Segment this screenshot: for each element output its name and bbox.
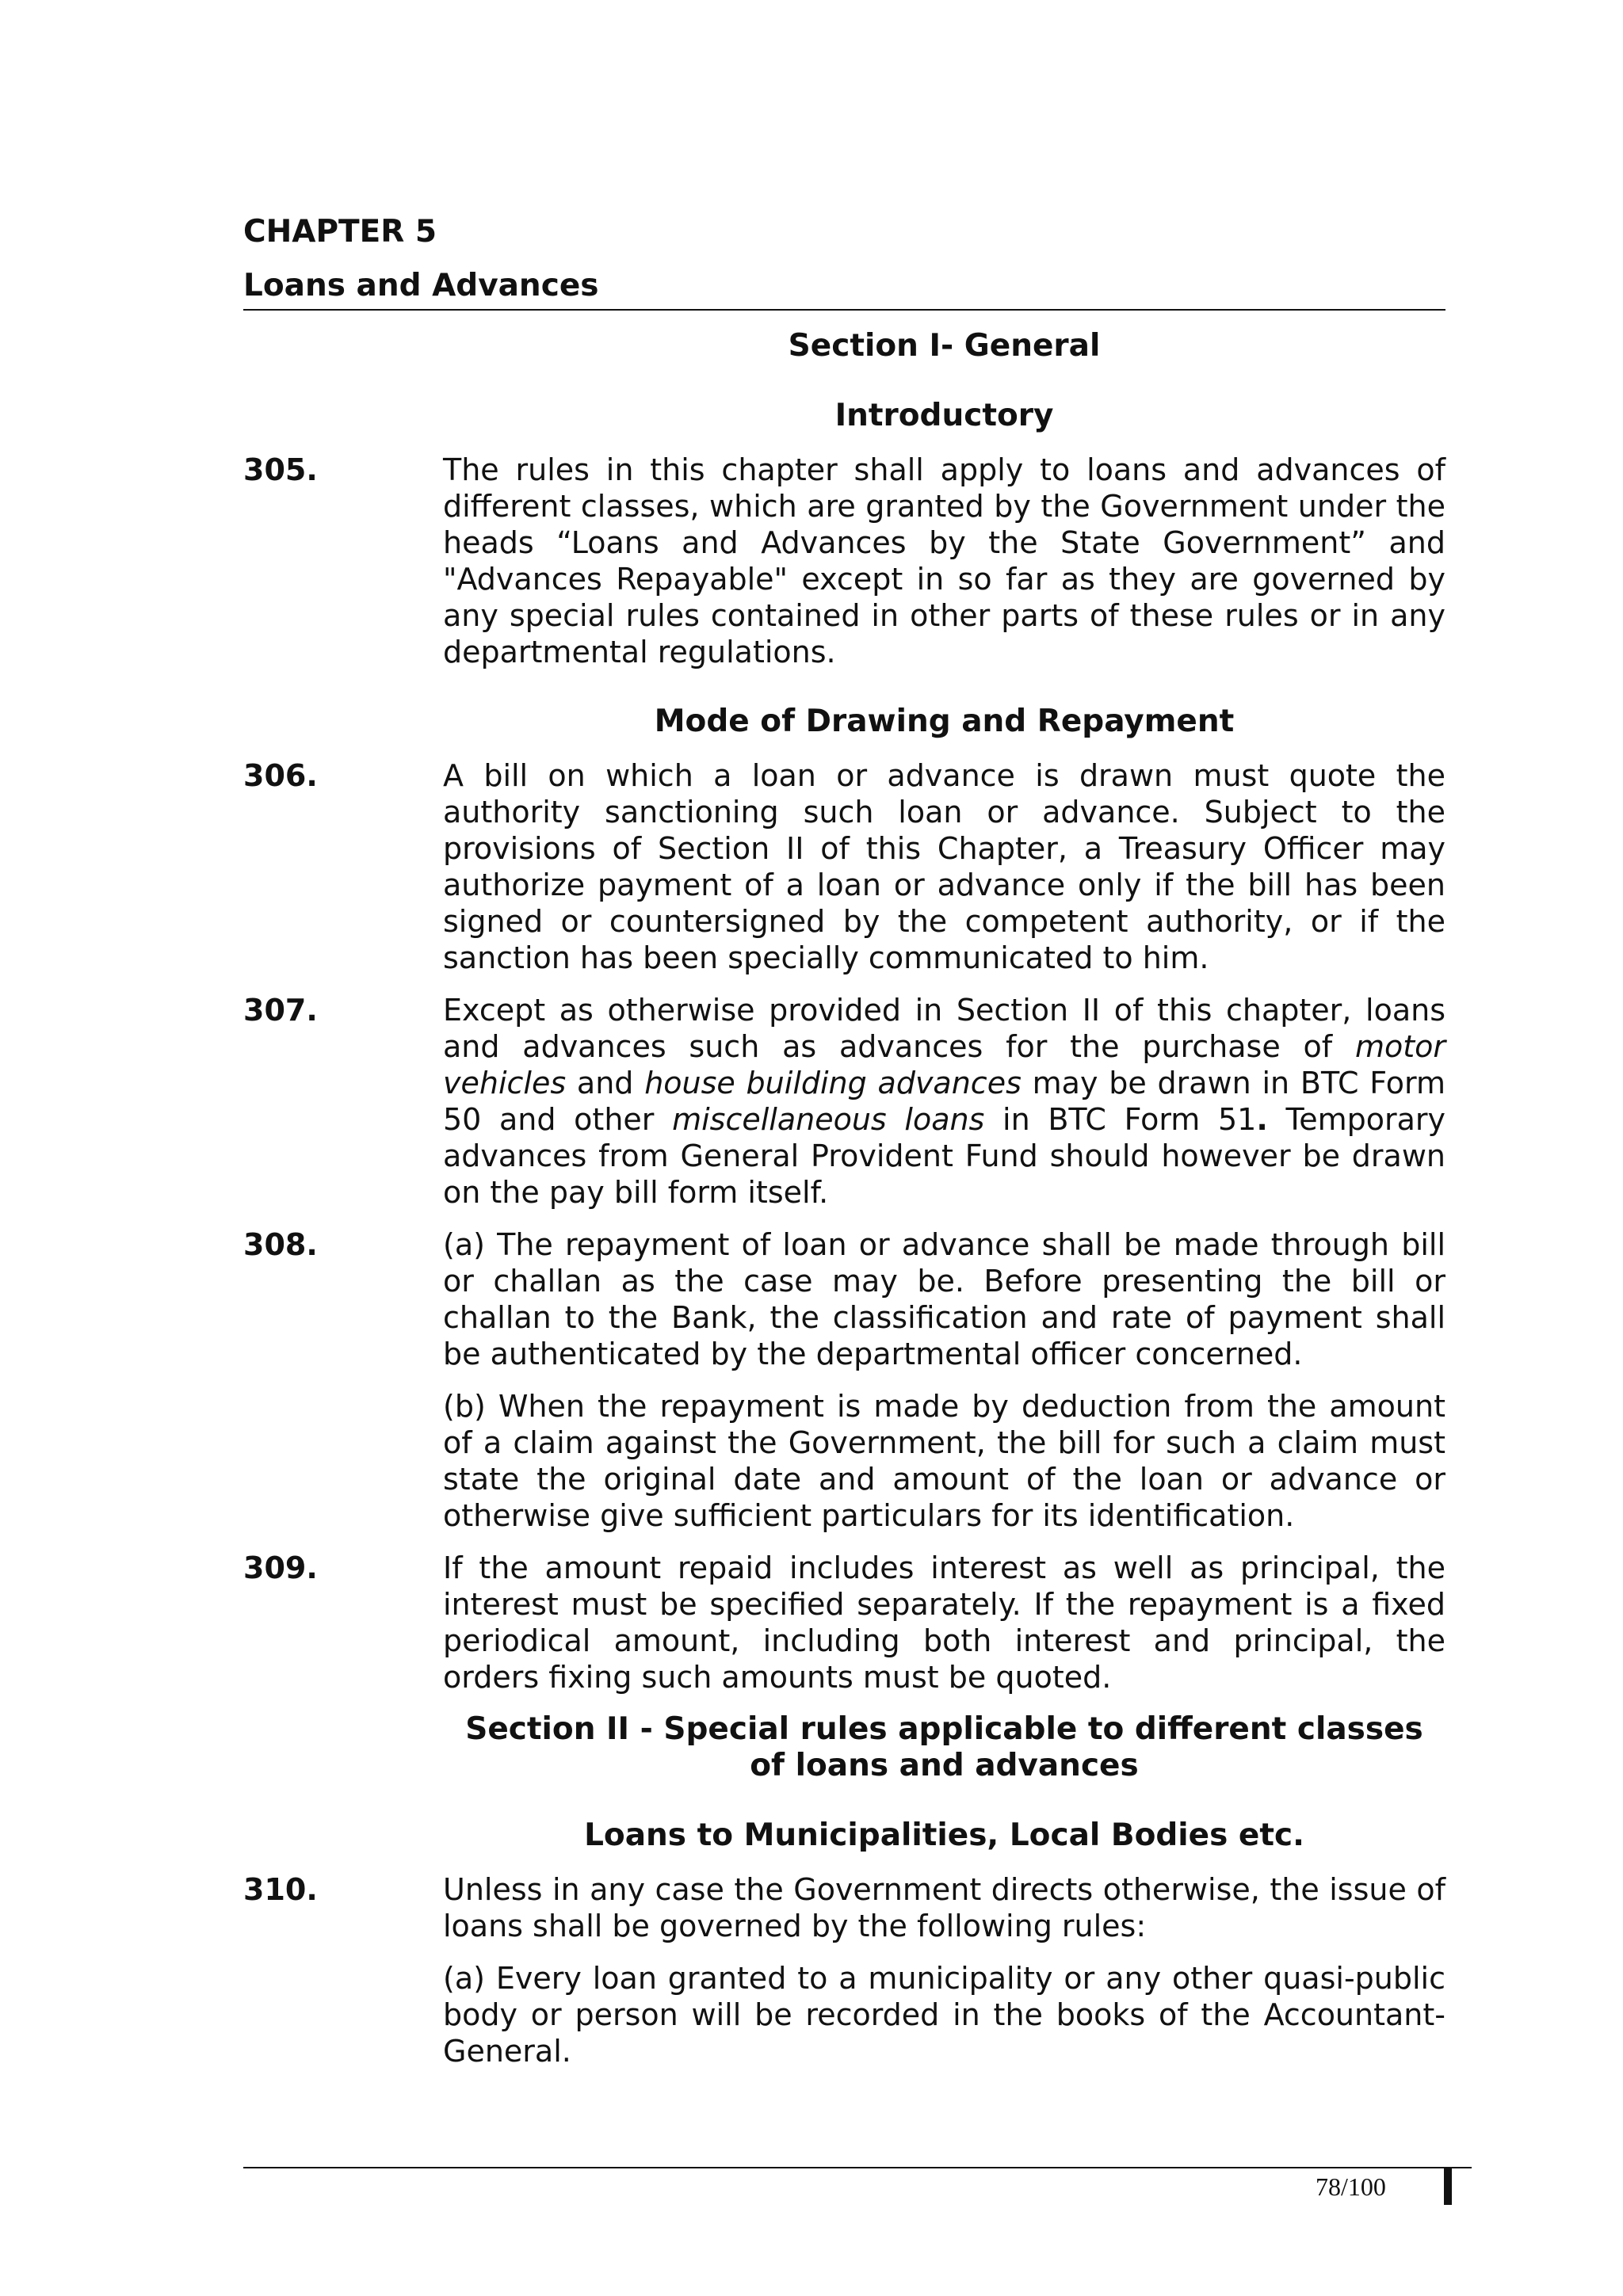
paragraph-305	[243, 452, 1445, 670]
text-run: and	[566, 1066, 645, 1100]
document-page	[243, 214, 1445, 2069]
paragraph-text: A bill on which a loan or advance is drawn must quote the authority sanctioning such loan or advance. Subject to the provisions of Section II of this Chapter, a Treasury Officer may authorize payment of a loan or advance only if the bill has been signed or countersigned by the competent authority, or if the sanction has been specially communicated to him.	[443, 758, 1445, 975]
footer-divider	[243, 2167, 1472, 2168]
italic-run: house building advances	[644, 1066, 1022, 1100]
text-run: Temporary advances from General Provident Fund should however be drawn on the pay bill form itself.	[443, 1102, 1445, 1210]
chapter-number: CHAPTER 5	[243, 214, 437, 250]
paragraph-number: 307.	[243, 993, 318, 1028]
section-subheading: Loans to Municipalities, Local Bodies etc.	[584, 1817, 1304, 1853]
paragraph-number: 309.	[243, 1550, 318, 1585]
paragraph-310-a: (a) Every loan granted to a municipality or any other quasi-public body or person will be recorded in the books of the Accountant-General.	[443, 1961, 1445, 2069]
paragraph-308-b: (b) When the repayment is made by deduction from the amount of a claim against the Government, the bill for such a claim must state the original date and amount of the loan or advance or otherwise give sufficient particulars for its identification.	[443, 1389, 1445, 1533]
paragraph-text: The rules in this chapter shall apply to loans and advances of different classes, which are granted by the Government under the heads “Loans and Advances by the State Government” and "Advances Repayable" except in so far as they are governed by any special rules contained in other parts of these rules or in any departmental regulations.	[443, 452, 1445, 669]
paragraph-number: 306.	[243, 758, 318, 793]
paragraph-text	[443, 992, 1445, 1211]
paragraph-310	[243, 1871, 1445, 1944]
paragraph-306	[243, 757, 1445, 976]
paragraph-308	[243, 1226, 1445, 1372]
section-heading: Section II - Special rules applicable to different classes of loans and advances	[465, 1711, 1423, 1783]
section-subheading: Introductory	[834, 398, 1054, 433]
paragraph-number: 310.	[243, 1872, 318, 1907]
paragraph-309	[243, 1550, 1445, 1695]
text-run: Except as otherwise provided in Section II of this chapter, loans and advances such as advances for the purchase of	[443, 993, 1445, 1064]
paragraph-307	[243, 992, 1445, 1211]
subsection-heading: Mode of Drawing and Repayment	[654, 704, 1235, 739]
italic-run: miscellaneous loans	[672, 1102, 985, 1137]
paragraph-number: 308.	[243, 1227, 318, 1262]
text-run: may be drawn in BTC Form 50 and other	[443, 1066, 1445, 1137]
section-heading: Section I- General	[788, 328, 1101, 364]
text-run: in BTC Form 51	[984, 1102, 1257, 1137]
paragraph-text: If the amount repaid includes interest as well as principal, the interest must be specified separately. If the repayment is a fixed periodical amount, including both interest and principal, the orders fixing such amounts must be quoted.	[443, 1550, 1445, 1695]
bold-run: .	[1256, 1102, 1268, 1137]
paragraph-number: 305.	[243, 452, 318, 487]
italic-run: motor vehicles	[443, 1029, 1445, 1100]
chapter-title: Loans and Advances	[243, 268, 1445, 311]
paragraph-text: Unless in any case the Government directs otherwise, the issue of loans shall be governed by the following rules:	[443, 1872, 1445, 1943]
paragraph-text: (a) The repayment of loan or advance shall be made through bill or challan as the case may be. Before presenting the bill or challan to the Bank, the classification and rate of payment shall be authenticated by the departmental officer concerned.	[443, 1227, 1445, 1371]
page-marker-bar	[1444, 2168, 1452, 2205]
page-number: 78/100	[1316, 2172, 1386, 2201]
